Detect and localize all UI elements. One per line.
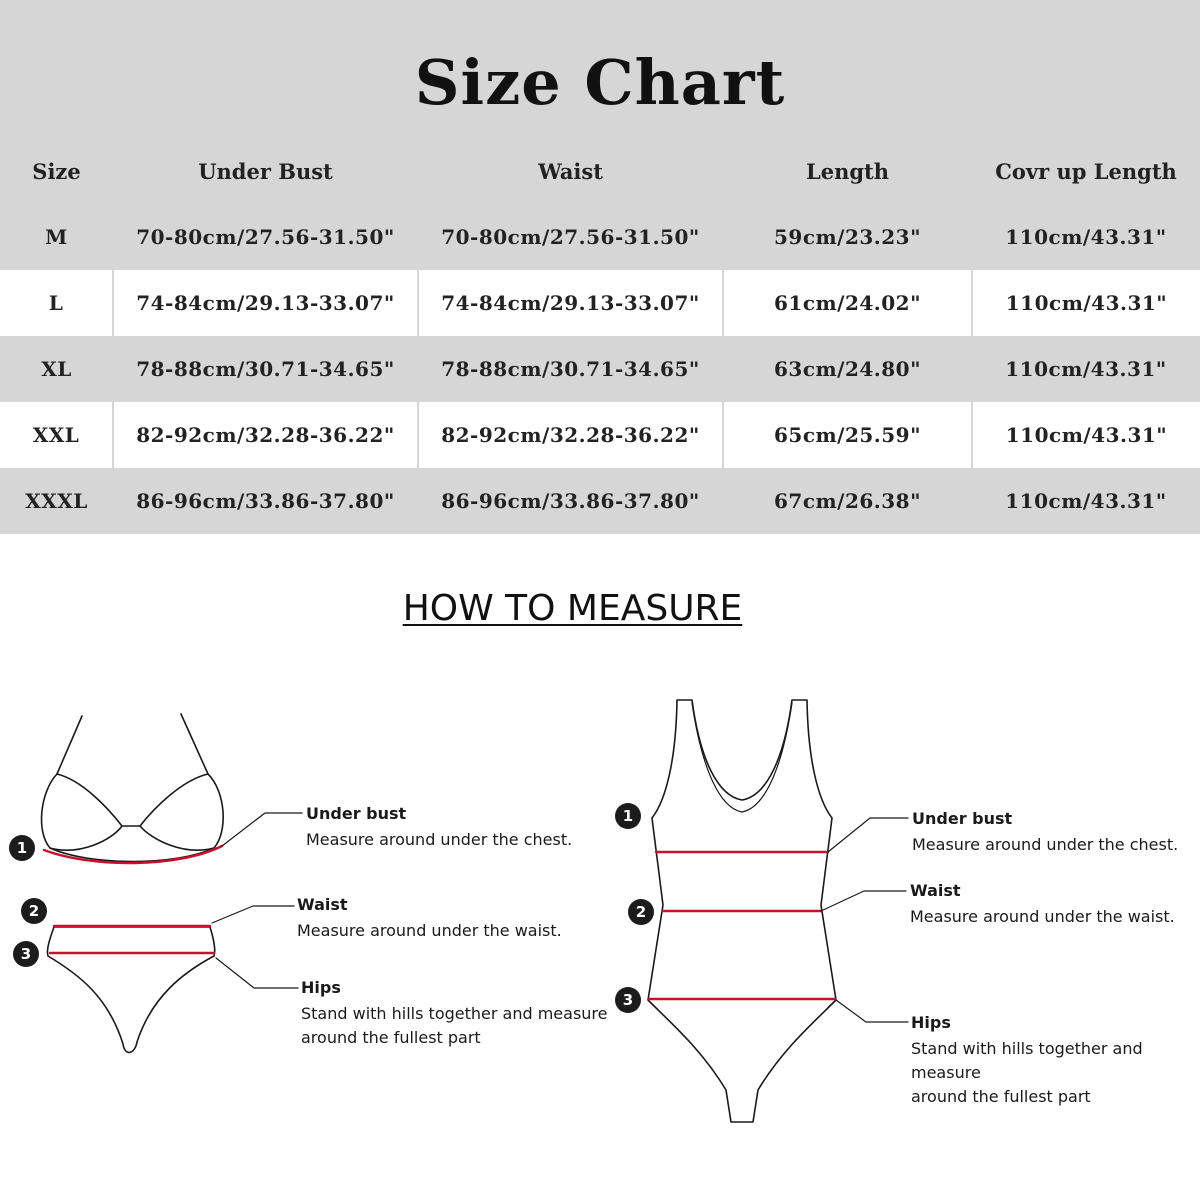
cell-cover-up-length: 110cm/43.31" — [972, 402, 1200, 468]
cell-length: 59cm/23.23" — [723, 204, 972, 270]
header-size: Size — [0, 138, 113, 204]
note-heading: Waist — [910, 881, 961, 900]
swimsuit-note-waist — [910, 881, 1175, 929]
cell-under-bust: 82-92cm/32.28-36.22" — [113, 402, 418, 468]
bikini-cup-right — [140, 774, 223, 850]
marker-3-bikini: 3 — [13, 941, 39, 967]
cell-waist: 74-84cm/29.13-33.07" — [418, 270, 723, 336]
marker-3-swimsuit: 3 — [615, 987, 641, 1013]
swimsuit-illustration — [648, 700, 836, 1122]
cell-size: XXXL — [0, 468, 113, 534]
bikini-strap-left — [57, 716, 82, 774]
leader-under-bust — [222, 813, 302, 846]
bikini-bottom-outline — [47, 927, 214, 1052]
cell-under-bust: 86-96cm/33.86-37.80" — [113, 468, 418, 534]
note-heading: Hips — [911, 1013, 951, 1032]
swimsuit-neckline-inner — [692, 703, 792, 812]
cell-under-bust: 78-88cm/30.71-34.65" — [113, 336, 418, 402]
leader-hips — [216, 958, 298, 988]
bikini-note-under-bust — [306, 804, 572, 852]
cell-size: M — [0, 204, 113, 270]
bikini-cup-left — [42, 774, 122, 850]
marker-2-bikini: 2 — [21, 898, 47, 924]
leader-hips — [836, 1000, 908, 1022]
bikini-leader-lines — [212, 813, 302, 988]
bikini-note-waist — [297, 895, 562, 943]
cell-length: 65cm/25.59" — [723, 402, 972, 468]
cell-cover-up-length: 110cm/43.31" — [972, 336, 1200, 402]
header-waist: Waist — [418, 138, 723, 204]
leader-waist — [212, 906, 294, 923]
note-heading: Waist — [297, 895, 348, 914]
cell-cover-up-length: 110cm/43.31" — [972, 468, 1200, 534]
bikini-note-hips — [301, 978, 608, 1050]
cell-size: XL — [0, 336, 113, 402]
bikini-strap-right — [181, 714, 208, 774]
swimsuit-note-under-bust — [912, 809, 1178, 857]
cell-waist: 70-80cm/27.56-31.50" — [418, 204, 723, 270]
marker-2-swimsuit: 2 — [628, 899, 654, 925]
header-cover-up-length: Covr up Length — [972, 138, 1200, 204]
cell-waist: 82-92cm/32.28-36.22" — [418, 402, 723, 468]
cell-length: 61cm/24.02" — [723, 270, 972, 336]
note-text: Measure around under the waist. — [297, 921, 562, 940]
leader-under-bust — [828, 818, 908, 852]
note-heading: Under bust — [306, 804, 407, 823]
cell-length: 67cm/26.38" — [723, 468, 972, 534]
note-heading: Hips — [301, 978, 341, 997]
note-text: Stand with hills together and measure around the fullest part — [301, 1004, 608, 1047]
header-length: Length — [723, 138, 972, 204]
note-text: Measure around under the chest. — [306, 830, 573, 849]
cell-under-bust: 74-84cm/29.13-33.07" — [113, 270, 418, 336]
header-under-bust: Under Bust — [113, 138, 418, 204]
cell-length: 63cm/24.80" — [723, 336, 972, 402]
cell-under-bust: 70-80cm/27.56-31.50" — [113, 204, 418, 270]
note-text: Stand with hills together and measure around the fullest part — [911, 1039, 1143, 1106]
page-title: Size Chart — [414, 46, 786, 119]
note-heading: Under bust — [912, 809, 1013, 828]
cell-cover-up-length: 110cm/43.31" — [972, 204, 1200, 270]
how-to-measure-title: HOW TO MEASURE — [402, 588, 743, 629]
cell-waist: 86-96cm/33.86-37.80" — [418, 468, 723, 534]
swimsuit-note-hips — [911, 1013, 1200, 1109]
leader-waist — [821, 891, 906, 911]
note-text: Measure around under the chest. — [912, 835, 1179, 854]
cell-cover-up-length: 110cm/43.31" — [972, 270, 1200, 336]
bikini-bottom-illustration — [47, 926, 214, 1052]
marker-1-swimsuit: 1 — [615, 803, 641, 829]
cell-size: XXL — [0, 402, 113, 468]
cell-size: L — [0, 270, 113, 336]
note-text: Measure around under the waist. — [910, 907, 1175, 926]
bikini-top-illustration — [42, 714, 224, 863]
cell-waist: 78-88cm/30.71-34.65" — [418, 336, 723, 402]
marker-1-bikini: 1 — [9, 835, 35, 861]
